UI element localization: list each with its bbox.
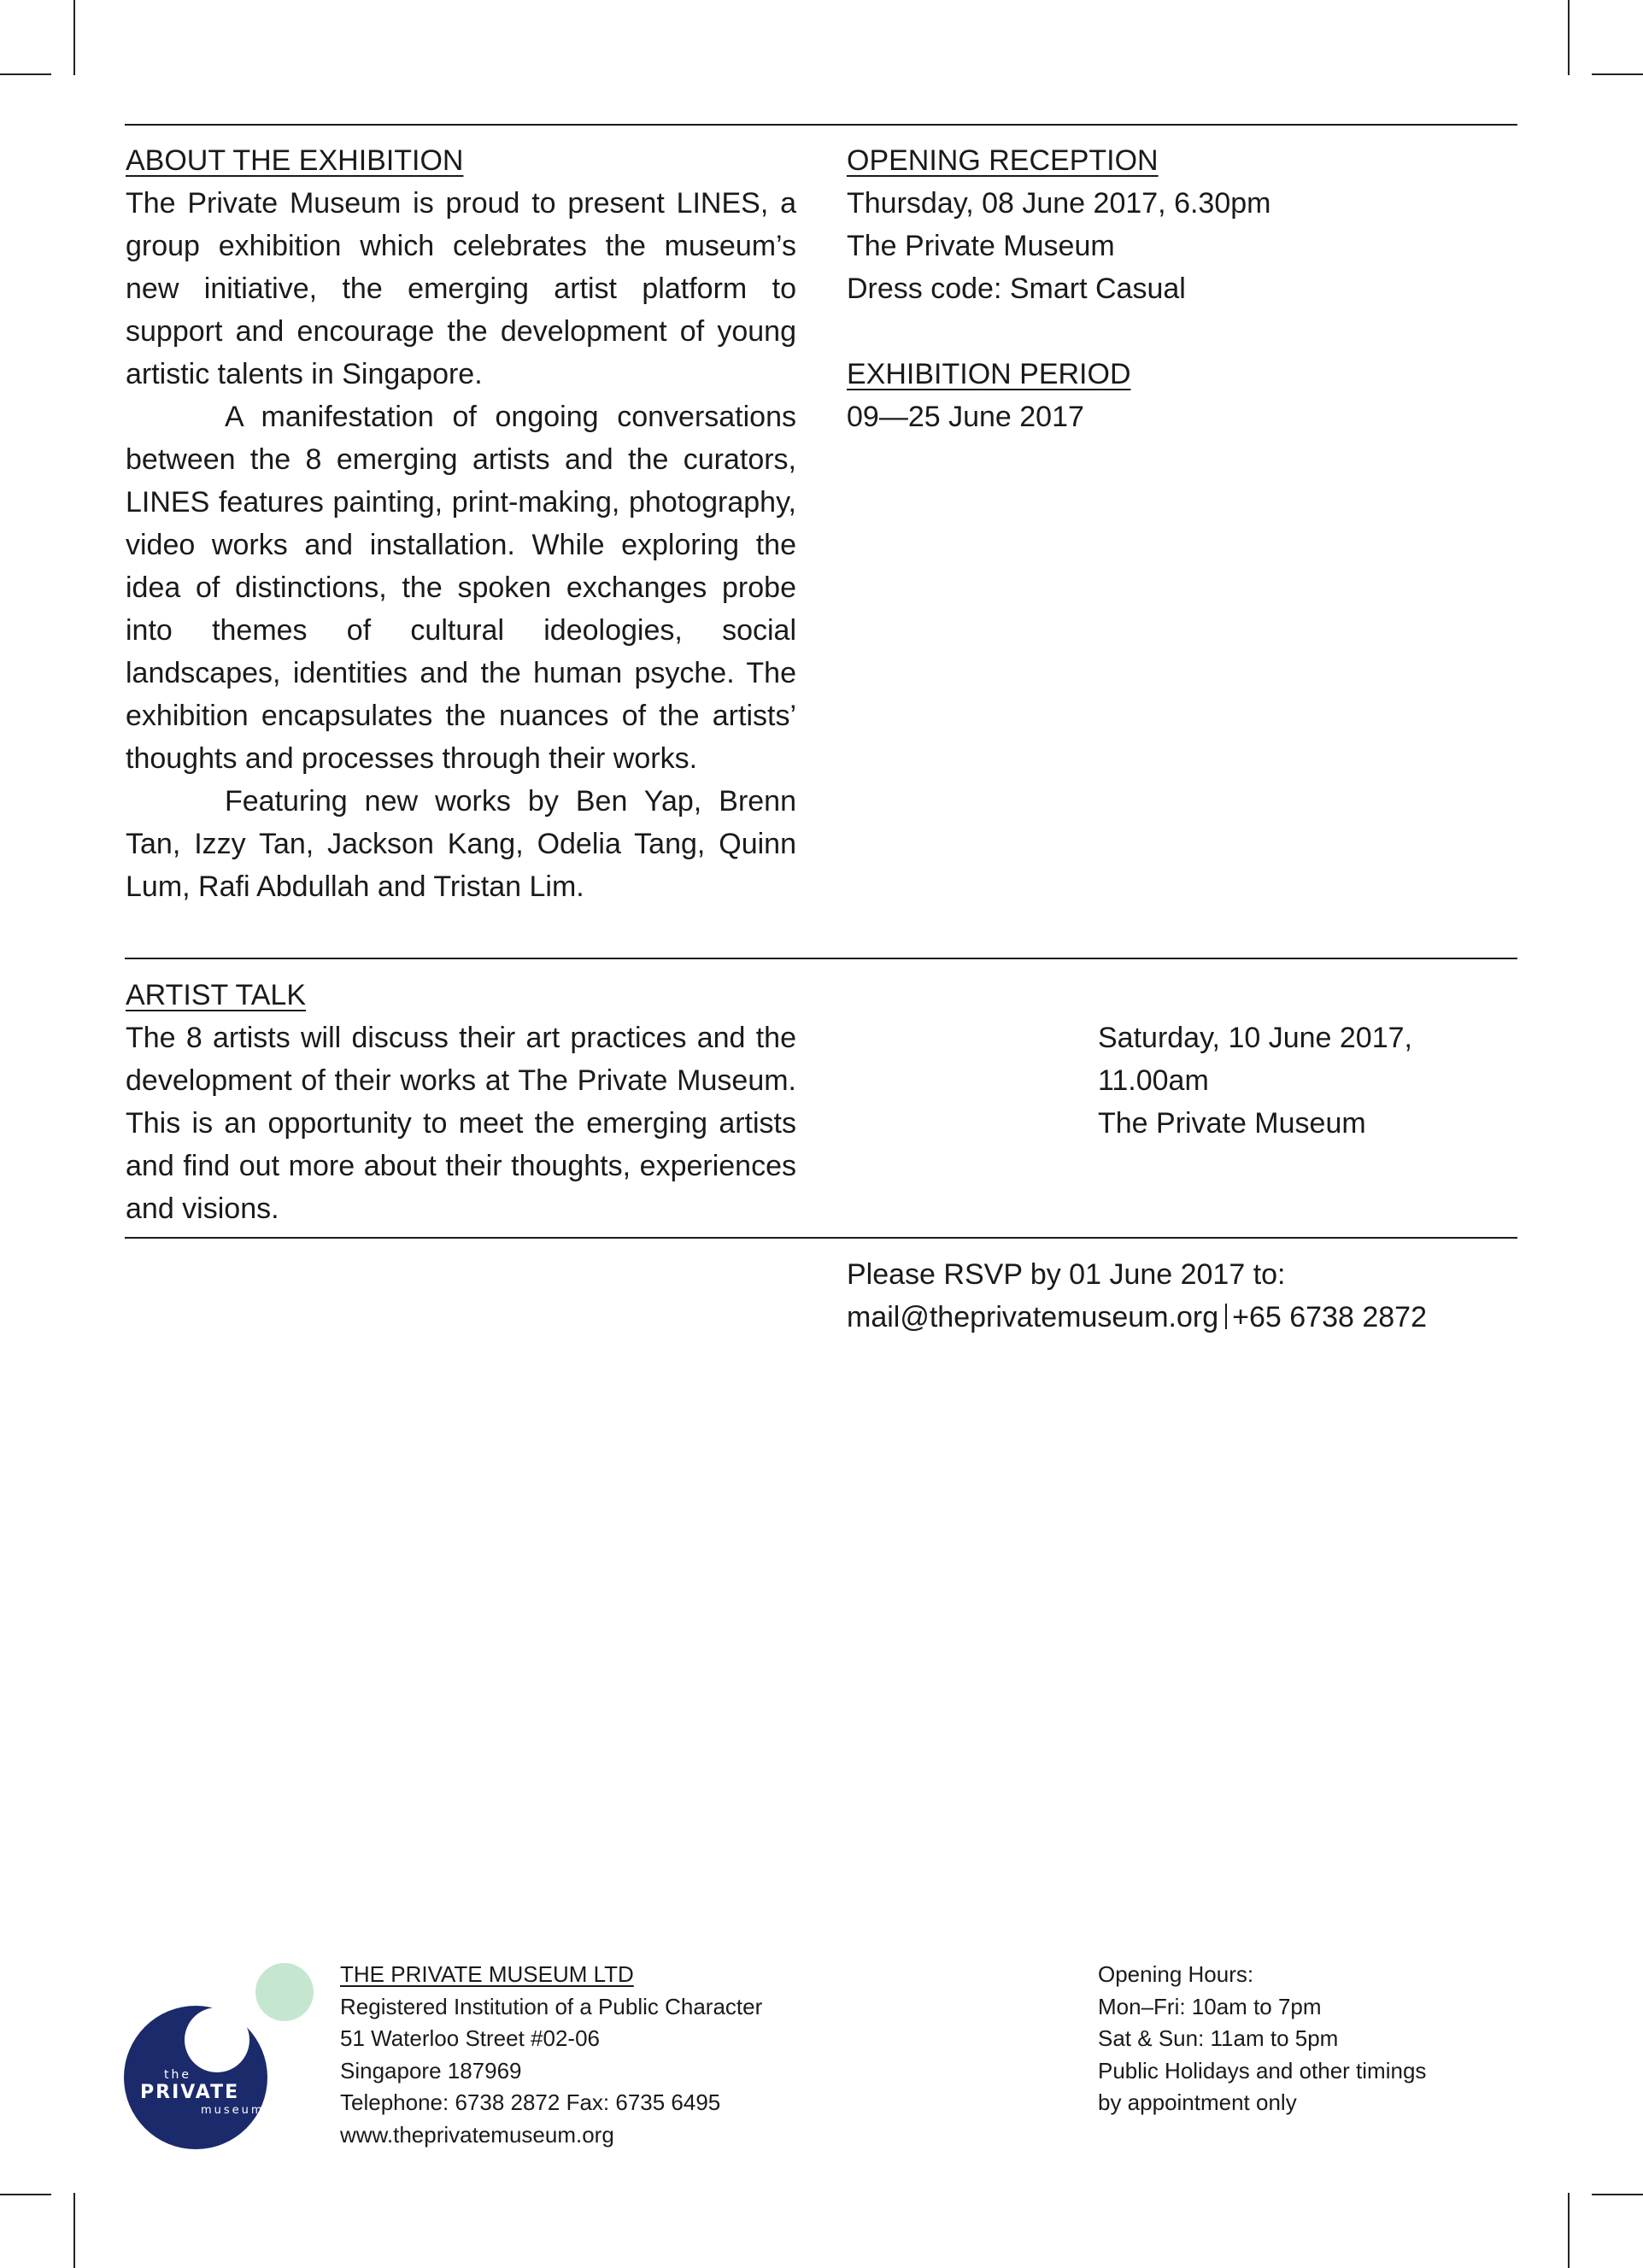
divider-top [125,124,1517,126]
reception-line: Thursday, 08 June 2017, 6.30pm [847,187,1271,220]
rsvp-section [847,1253,1517,1339]
talk-date: Saturday, 10 June 2017, 11.00am [1098,1022,1412,1097]
website-link[interactable]: www.theprivatemuseum.org [340,2121,614,2148]
logo-mint-dot [255,1963,314,2021]
crop-mark [1568,0,1570,75]
about-paragraph: A manifestation of ongoing conversations between the 8 emerging artists and the curators, LINES features painting, print-making, photography, video works and installation. While exploring the idea of distinctions, the spoken exchanges probe into themes of cultural ideologies, social landscapes, identities and the human psyche. The exhibition encapsulates the nuances of the artists’ thoughts and processes through their works. [126,401,796,775]
reception-heading: OPENING RECEPTION [847,144,1159,177]
rsvp-line: Please RSVP by 01 June 2017 to: [847,1258,1286,1291]
crop-mark [1568,2193,1570,2268]
talk-heading: ARTIST TALK [126,979,307,1011]
private-museum-logo [120,1956,325,2153]
footer-company [340,1959,819,2151]
hours-line: Opening Hours: [1098,1961,1254,1987]
about-paragraph: Featuring new works by Ben Yap, Brenn Tan, Izzy Tan, Jackson Kang, Odelia Tang, Quinn Lum, Rafi Abdullah and Tristan Lim. [126,785,796,903]
reception-section [847,139,1513,438]
crop-mark [0,73,51,75]
rsvp-email-link[interactable]: mail@theprivatemuseum.org [847,1301,1219,1333]
reception-line: Dress code: Smart Casual [847,273,1186,305]
crop-mark [73,0,75,75]
logo-text-private: PRIVATE [140,2082,240,2103]
address-line: 51 Waterloo Street #02-06 [340,2025,600,2051]
talk-body: The 8 artists will discuss their art practices and the development of their works at The Private Museum. This is an opportunity to meet the emerging artists and find out more about their thoughts, experiences and visions. [126,1022,796,1225]
crop-mark [1592,73,1643,75]
address-line: Telephone: 6738 2872 Fax: 6735 6495 [340,2089,721,2115]
talk-details [1098,1017,1525,1145]
rsvp-phone: +65 6738 2872 [1232,1301,1427,1333]
footer-hours [1098,1959,1508,2119]
logo-text-museum: museum [201,2104,265,2117]
about-section [126,139,796,908]
separator [1225,1304,1227,1329]
hours-line: Public Holidays and other timings [1098,2057,1427,2083]
hours-line: Mon–Fri: 10am to 7pm [1098,1993,1322,2019]
period-heading: EXHIBITION PERIOD [847,358,1131,390]
logo-white-dot [185,2007,249,2072]
hours-line: Sat & Sun: 11am to 5pm [1098,2025,1339,2051]
talk-venue: The Private Museum [1098,1107,1366,1140]
hours-line: by appointment only [1098,2089,1297,2115]
company-name: THE PRIVATE MUSEUM LTD [340,1961,634,1987]
about-paragraph: The Private Museum is proud to present LINES, a group exhibition which celebrates the museum’s new initiative, the emerging artist platform to support and encourage the development of young artistic talents in Singapore. [126,187,796,390]
talk-section [126,974,796,1230]
crop-mark [1592,2194,1643,2195]
crop-mark [0,2194,51,2195]
address-line: Registered Institution of a Public Character [340,1993,763,2019]
address-line: Singapore 187969 [340,2057,522,2083]
period-dates: 09—25 June 2017 [847,401,1084,433]
reception-line: The Private Museum [847,230,1115,262]
logo-text-the: the [164,2068,191,2082]
divider-middle [125,958,1517,959]
divider-lower [125,1237,1517,1239]
crop-mark [73,2193,75,2268]
about-heading: ABOUT THE EXHIBITION [126,144,464,177]
